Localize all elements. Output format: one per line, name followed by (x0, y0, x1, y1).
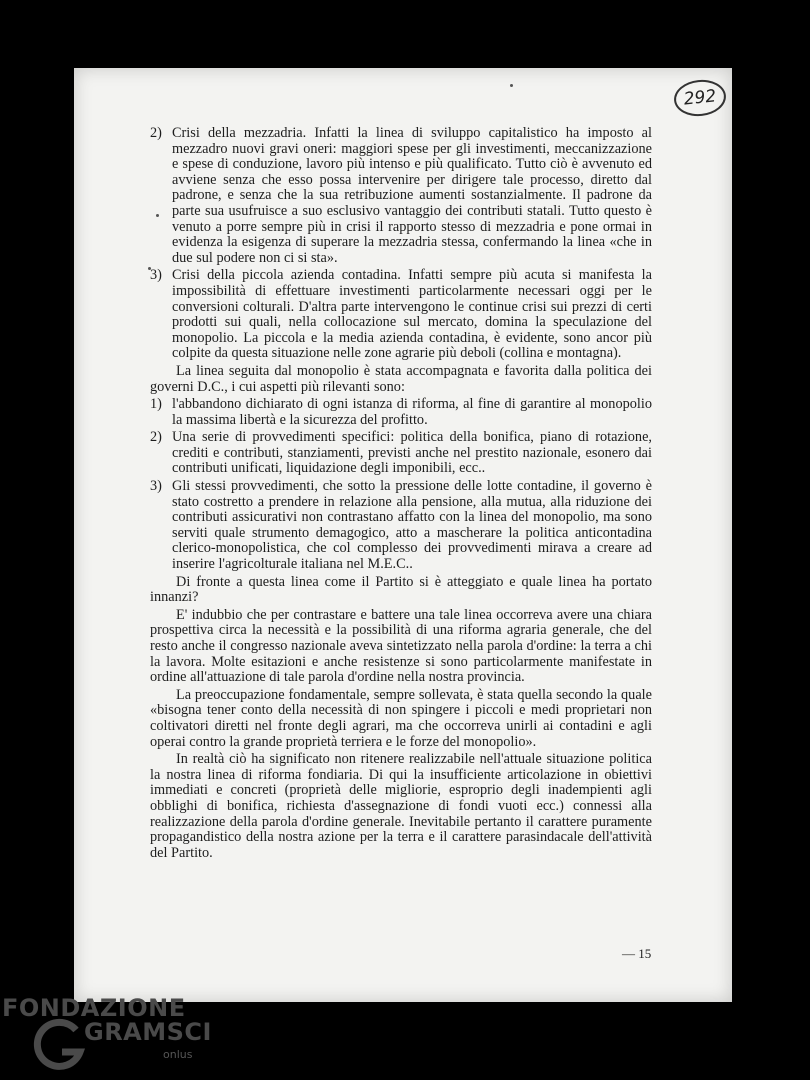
document-page (74, 68, 732, 1002)
list-item (150, 479, 652, 573)
item-number: 3) (150, 267, 162, 284)
list-item (150, 268, 652, 362)
item-text: Una serie di provvedimenti specifici: politica della bonifica, piano di rotazione, crediti e contributi, stanziamenti, previsti anche nel prestito nazionale, esonero dai contributi unificati, liquidazione degli imponibili, ecc.. (172, 429, 652, 477)
folio-stamp: 292 (672, 77, 727, 118)
paragraph: In realtà ciò ha significato non ritenere realizzabile nell'attuale situazione politica la nostra linea di riforma fondiaria. Di qui la insufficiente articolazione in obiettivi immediati e concreti (proprietà delle migliorie, esproprio degli inadempienti agli obblighi di bonifica, richiesta d'assegnazione di fondi vuoti ecc.) connessi alla realizzazione della parola d'ordine generale. Inevitabile pertanto il carattere puramente propagandistico della nostra azione per la terra e il carattere parasindacale dell'attività del Partito. (150, 751, 652, 861)
item-number: 2) (150, 429, 162, 446)
paragraph: La preoccupazione fondamentale, sempre sollevata, è stata quella secondo la quale «bisogna tener conto della necessità di non spingere i piccoli e medi proprietari non coltivatori diretti nel fronte degli agrari, ma che occorreva unirli ai contadini e agli operai contro la grande proprietà terriera e le forze del monopolio». (150, 686, 652, 750)
logo-line-2: GRAMSCI (84, 1018, 212, 1046)
item-number: 1) (150, 396, 162, 413)
paragraph-policy: La linea seguita dal monopolio è stata accompagnata e favorita dalla politica dei governi D.C., i cui aspetti più rilevanti sono: (150, 362, 652, 395)
item-text: Crisi della piccola azienda contadina. Infatti sempre più acuta si manifesta la impossibilità di effettuare investimenti particolarmente necessari oggi per le conversioni colturali. D'altra parte intervengono le continue crisi sui prezzi di certi prodotti sui quali, nella collocazione sul mercato, domina la speculazione del monopolio. La piccola e la media azienda contadina, è evidente, sono ancor più colpite da questa situazione nelle zone agrarie più deboli (collina e montagna). (172, 267, 652, 362)
paragraph: E' indubbio che per contrastare e battere una tale linea occorreva avere una chiara prospettiva circa la necessità e la possibilità di una riforma agraria generale, che del resto anche il congresso nazionale aveva sintetizzato nella parola d'ordine: la terra a chi la lavora. Molte esitazioni e anche resistenze si sono particolarmente manifestate in ordine all'attuazione di tale parola d'ordine nella nostra provincia. (150, 606, 652, 686)
item-number: 2) (150, 125, 162, 141)
list-item (150, 430, 652, 477)
list-item (150, 397, 652, 428)
page-number: — 15 (622, 946, 652, 961)
item-text: l'abbandono dichiarato di ogni istanza di riforma, al fine di garantire al monopolio la massima libertà e la sicurezza del profitto. (172, 396, 652, 428)
logo-line-1: FONDAZIONE (2, 994, 186, 1022)
item-text: Crisi della mezzadria. Infatti la linea di sviluppo capitalistico ha imposto al mezzadro nuovi gravi oneri: maggiori spese per gli investimenti, meccanizzazione e spese di conduzione, lavoro più intenso e più qualificato. Tutto ciò è avvenuto ed avviene senza che esso possa intervenire per dirigere tale processo, diretto dal padrone, e senza che la sua retribuzione aumenti sostanzialmente. Il padrone da parte sua usufruisce a suo esclusivo vantaggio dei contributi statali. Tutto questo è venuto a porre sempre più in crisi il rapporto stesso di mezzadria e pone ormai in evidenza la esigenza di superare la mezzadria stessa, confermando la linea «che in due sul podere non ci si sta». (172, 125, 652, 266)
item-number: 3) (150, 478, 162, 495)
list-item (150, 126, 652, 266)
paragraph: Di fronte a questa linea come il Partito si è atteggiato e quale linea ha portato innanzi? (150, 573, 652, 606)
logo-line-3: onlus (163, 1048, 193, 1061)
item-text: Gli stessi provvedimenti, che sotto la pressione delle lotte contadine, il governo è stato costretto a prendere in relazione alla pensione, alla mutua, alla riduzione dei contributi assicurativi non contrastano affatto con la linea del monopolio, ma sono serviti quale strumento demagogico, atto a mascherare la politica anticontadina clerico-monopolistica, che col complesso dei provvedimenti mirava a creare ad inserire l'agricolturale italiana nel M.E.C.. (172, 478, 652, 573)
logo-g-swirl-icon (30, 1016, 88, 1074)
stray-mark (510, 84, 513, 87)
fondazione-gramsci-logo (0, 990, 220, 1080)
body-text (150, 126, 652, 863)
